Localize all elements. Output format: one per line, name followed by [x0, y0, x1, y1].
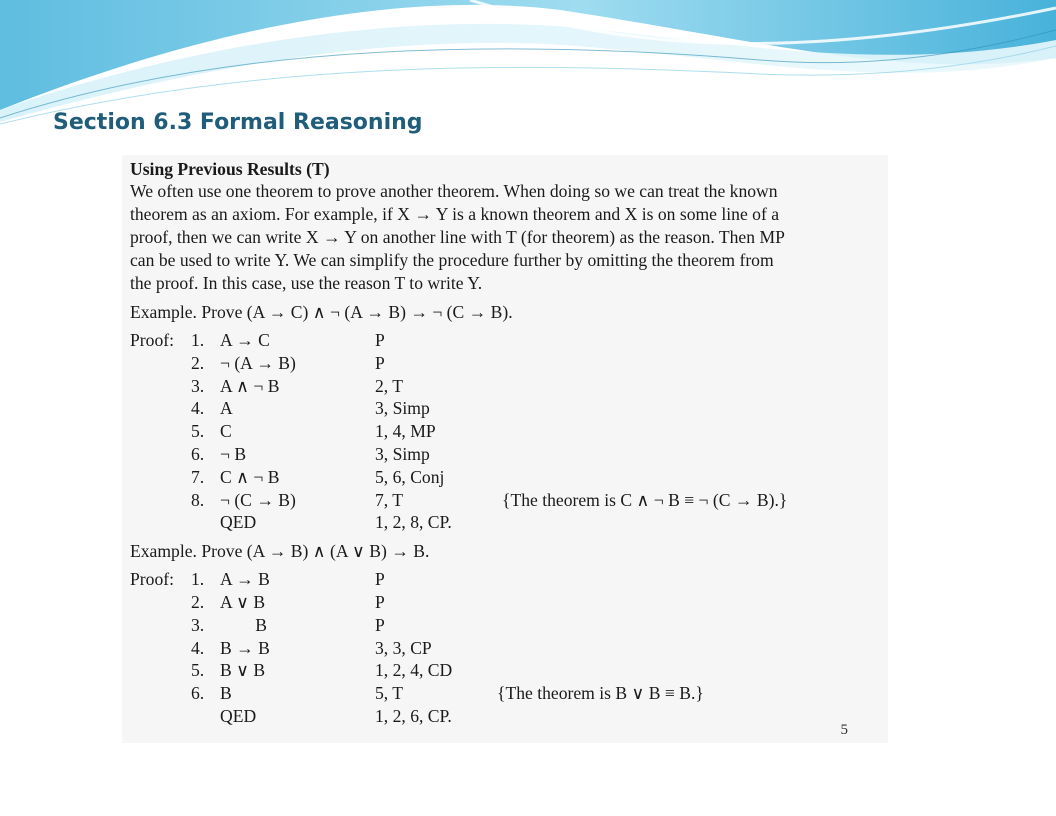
proof-line — [130, 705, 882, 728]
proof-2 — [130, 568, 882, 728]
proof-line — [130, 466, 882, 489]
line-number: 6. — [191, 683, 205, 704]
line-reason: 1, 2, 6, CP. — [375, 705, 452, 726]
line-statement: ¬ (C → B) — [220, 489, 296, 510]
theorem-note: {The theorem is B ∨ B ≡ B.} — [497, 683, 704, 704]
line-reason: 1, 2, 4, CD — [375, 660, 453, 681]
example-1-statement: Example. Prove (A → C) ∧ ¬ (A → B) → ¬ (C → B). — [130, 302, 513, 322]
line-reason: 2, T — [375, 375, 404, 396]
proof-line — [130, 375, 882, 398]
line-number: 4. — [191, 398, 205, 419]
line-statement: A ∨ B — [220, 591, 266, 612]
line-number: 6. — [191, 443, 205, 464]
line-reason: 1, 2, 8, CP. — [375, 512, 452, 533]
paragraph-line: can be used to write Y. We can simplify the procedure further by omitting the theorem from — [130, 250, 774, 270]
proof-line — [130, 637, 882, 660]
intro-paragraph — [130, 180, 882, 295]
textbook-content — [130, 158, 882, 728]
line-number: 3. — [191, 614, 205, 635]
line-statement: QED — [220, 512, 257, 533]
line-reason: 5, T — [375, 683, 404, 704]
proof-line — [130, 397, 882, 420]
line-reason: 7, T — [375, 489, 404, 510]
proof-line — [130, 329, 882, 352]
line-reason: P — [375, 330, 385, 350]
proof-label: Proof: — [130, 569, 174, 590]
paragraph-line: proof, then we can write X → Y on another line with T (for theorem) as the reason. Then MP — [130, 227, 785, 247]
line-number: 2. — [191, 591, 205, 612]
theorem-note: {The theorem is C ∧ ¬ B ≡ ¬ (C → B).} — [502, 489, 788, 510]
line-reason: 1, 4, MP — [375, 421, 436, 442]
line-reason: 5, 6, Conj — [375, 466, 445, 487]
proof-line — [130, 511, 882, 534]
section-heading: Using Previous Results (T) — [130, 159, 330, 179]
line-statement: C — [220, 421, 232, 442]
example-2-statement: Example. Prove (A → B) ∧ (A ∨ B) → B. — [130, 541, 430, 562]
line-reason: P — [375, 591, 385, 612]
proof-line — [130, 568, 882, 591]
slide-title: Section 6.3 Formal Reasoning — [53, 110, 423, 135]
paragraph-line: We often use one theorem to prove another theorem. When doing so we can treat the known — [130, 181, 778, 201]
line-statement: A → C — [220, 330, 270, 350]
page-number: 5 — [840, 722, 848, 738]
line-reason: P — [375, 614, 385, 635]
line-statement: A ∧ ¬ B — [220, 375, 280, 396]
paragraph-line: theorem as an axiom. For example, if X → Y is a known theorem and X is on some line of a — [130, 204, 780, 224]
line-number: 5. — [191, 421, 205, 442]
proof-line — [130, 443, 882, 466]
line-number: 7. — [191, 466, 205, 487]
proof-line — [130, 591, 882, 614]
line-reason: P — [375, 569, 385, 590]
line-statement: C ∧ ¬ B — [220, 466, 280, 487]
line-reason: 3, 3, CP — [375, 637, 432, 658]
textbook-excerpt — [122, 155, 888, 743]
line-number: 3. — [191, 375, 205, 396]
line-statement: B → B — [220, 637, 270, 658]
line-number: 1. — [191, 330, 205, 350]
line-statement: ¬ B — [220, 443, 247, 464]
proof-label: Proof: — [130, 330, 174, 350]
line-statement: B ∨ B — [220, 660, 266, 681]
proof-line — [130, 659, 882, 682]
line-reason: 3, Simp — [375, 443, 430, 464]
line-statement: A → B — [220, 569, 270, 590]
proof-line — [130, 614, 882, 637]
line-statement: B — [220, 614, 267, 635]
line-number: 4. — [191, 637, 205, 658]
line-number: 1. — [191, 569, 205, 590]
line-number: 8. — [191, 489, 205, 510]
line-reason: P — [375, 352, 385, 373]
line-statement: B — [220, 683, 232, 704]
proof-line — [130, 489, 882, 512]
line-number: 2. — [191, 352, 205, 373]
line-reason: 3, Simp — [375, 398, 430, 419]
line-statement: A — [220, 398, 233, 419]
proof-1 — [130, 329, 882, 534]
proof-line — [130, 352, 882, 375]
line-statement: ¬ (A → B) — [220, 352, 296, 373]
proof-line — [130, 682, 882, 705]
line-statement: QED — [220, 705, 257, 726]
line-number: 5. — [191, 660, 205, 681]
paragraph-line: the proof. In this case, use the reason T to write Y. — [130, 273, 483, 293]
proof-line — [130, 420, 882, 443]
